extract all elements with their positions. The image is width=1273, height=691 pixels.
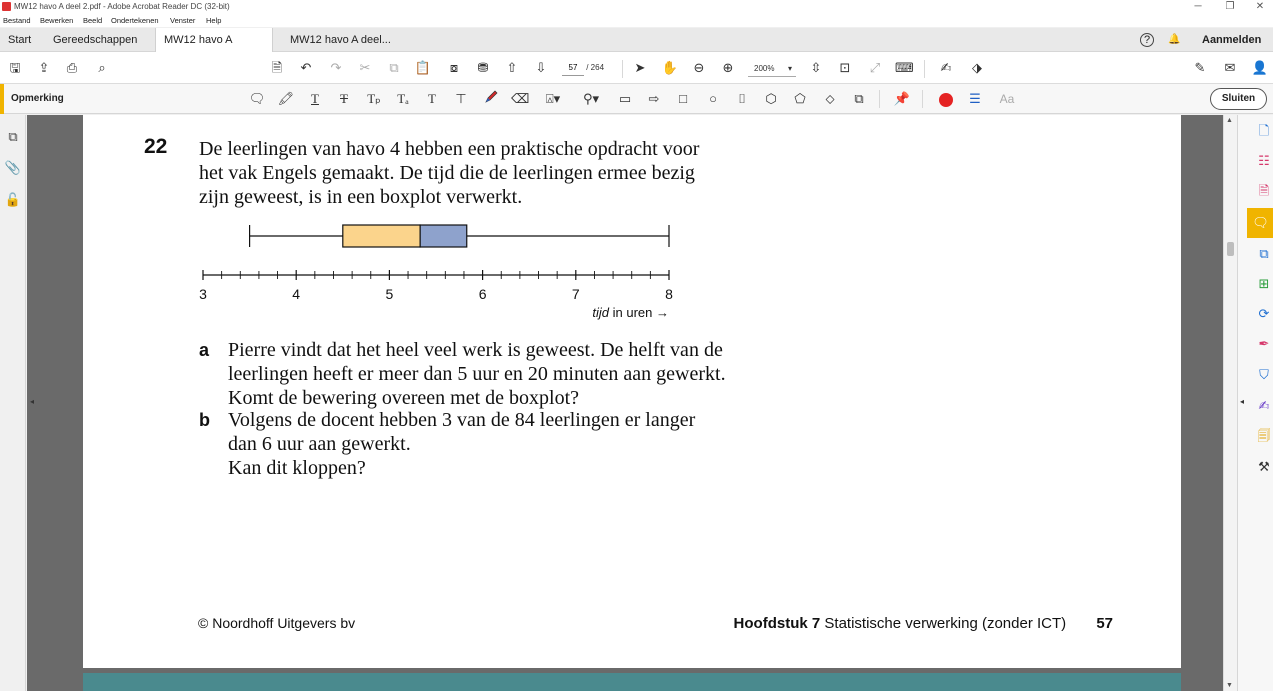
fill-sign-icon[interactable]: ✎ bbox=[1194, 60, 1206, 75]
menu-help[interactable]: Help bbox=[206, 16, 222, 25]
commentbar-separator bbox=[922, 90, 923, 108]
main-toolbar bbox=[0, 52, 1273, 84]
insert-text-icon[interactable]: Tₐ bbox=[397, 91, 409, 106]
acrobat-logo-icon bbox=[2, 2, 11, 11]
sticky-note-icon[interactable]: 🗨 bbox=[248, 91, 266, 106]
fit-page-icon[interactable]: ⇳ bbox=[810, 60, 822, 75]
cut-icon[interactable]: ✂ bbox=[359, 60, 371, 75]
save-icon[interactable]: 🖫 bbox=[9, 60, 21, 75]
add-text-icon[interactable]: T bbox=[428, 91, 436, 106]
next-pdf-page bbox=[83, 673, 1181, 691]
create-pdf-icon[interactable]: 🗋 bbox=[1258, 123, 1270, 138]
zoom-search-icon[interactable]: ⌕ bbox=[98, 60, 106, 75]
paste-icon[interactable]: 📋 bbox=[414, 60, 432, 75]
chevron-down-icon: ▾ bbox=[787, 64, 792, 73]
replace-text-icon[interactable]: Tₚ bbox=[367, 91, 381, 106]
arrow-tool-icon[interactable]: ⇨ bbox=[648, 91, 660, 106]
sub-question-a-line: Pierre vindt dat het heel veel werk is geweest. De helft van de bbox=[228, 339, 723, 361]
x-axis-tick-label: 4 bbox=[292, 286, 301, 302]
page-total: / 264 bbox=[586, 63, 605, 72]
text-box-icon[interactable]: ⊤ bbox=[455, 91, 467, 106]
x-axis-tick-label: 6 bbox=[478, 286, 487, 302]
comment-accent-bar bbox=[0, 84, 4, 114]
question-number: 22 bbox=[144, 135, 168, 158]
collapse-right-pane-icon[interactable]: ◂ bbox=[1240, 397, 1245, 406]
attach-file-icon[interactable]: ⚲▾ bbox=[582, 91, 600, 106]
document-settings-icon[interactable]: 🗎 bbox=[271, 60, 283, 75]
sub-question-b-line: Volgens de docent hebben 3 van de 84 leerlingen er langer bbox=[228, 409, 696, 431]
scroll-down-icon[interactable]: ▼ bbox=[1226, 682, 1233, 689]
close-comment-button[interactable]: Sluiten bbox=[1210, 88, 1267, 110]
fit-width-icon[interactable]: ⊡ bbox=[839, 60, 851, 75]
chapter-number: Hoofdstuk 7 bbox=[733, 615, 821, 632]
tab-document-2[interactable]: MW12 havo A deel... bbox=[290, 34, 391, 46]
sign-icon[interactable]: ✍ bbox=[940, 60, 952, 75]
title-bar bbox=[0, 0, 1273, 14]
sub-question-a-letter: a bbox=[199, 340, 210, 360]
tab-start[interactable]: Start bbox=[8, 34, 32, 46]
redo-icon[interactable]: ↷ bbox=[330, 60, 342, 75]
comment-toolbar-label: Opmerking bbox=[11, 93, 64, 104]
right-tools-rail bbox=[1237, 115, 1273, 691]
menu-bestand[interactable]: Bestand bbox=[3, 16, 31, 25]
chapter-footer bbox=[734, 615, 1113, 632]
tab-document-active[interactable] bbox=[155, 28, 273, 52]
tab-bar bbox=[0, 28, 1273, 52]
publisher-footer: © Noordhoff Uitgevers bv bbox=[198, 615, 356, 631]
boxplot-lower-box bbox=[343, 225, 420, 247]
print-icon[interactable]: ⎙ bbox=[66, 60, 78, 75]
page-navigator bbox=[562, 60, 604, 76]
polyline-tool-icon[interactable]: ⬦ bbox=[825, 91, 835, 106]
x-axis-label-rest: in uren → bbox=[609, 305, 669, 320]
highlight-icon[interactable]: 🖍 bbox=[277, 91, 295, 106]
x-axis-tick-label: 8 bbox=[665, 286, 673, 302]
boxplot-chart bbox=[193, 215, 753, 335]
tag-icon[interactable]: ⬗ bbox=[972, 60, 982, 75]
copy-icon[interactable]: ⧉ bbox=[389, 60, 399, 75]
send-for-review-icon[interactable]: 🗐 bbox=[1257, 428, 1271, 443]
toolbar-separator bbox=[924, 60, 925, 78]
underline-text-icon[interactable]: T bbox=[311, 91, 319, 106]
share-user-icon[interactable]: 👤 bbox=[1251, 60, 1269, 75]
rectangle-tool-icon[interactable]: □ bbox=[679, 91, 687, 106]
close-button[interactable]: ✕ bbox=[1255, 1, 1265, 12]
tab-tools[interactable]: Gereedschappen bbox=[53, 34, 138, 46]
keyboard-icon[interactable]: ⌨ bbox=[895, 60, 914, 75]
callout-tool-icon[interactable]: ⌷ bbox=[738, 91, 746, 106]
x-axis-tick-label: 3 bbox=[199, 286, 207, 302]
fill-sign-pen-icon[interactable]: ✒ bbox=[1258, 336, 1270, 351]
select-cursor-icon[interactable]: ➤ bbox=[634, 60, 646, 75]
stamp-tools-icon[interactable]: ⛃ bbox=[477, 60, 489, 75]
snapshot-icon[interactable]: ⧇ bbox=[449, 60, 459, 75]
page-number-input[interactable] bbox=[562, 60, 584, 76]
line-thickness-icon[interactable]: ☰ bbox=[969, 91, 981, 106]
line-tool-icon[interactable]: ▭ bbox=[618, 91, 632, 106]
menu-ondertekenen[interactable]: Ondertekenen bbox=[111, 16, 159, 25]
sub-question-b-letter: b bbox=[199, 410, 210, 430]
document-viewport[interactable] bbox=[27, 115, 1223, 691]
toolbar-separator bbox=[622, 60, 623, 78]
zoom-value: 200% bbox=[754, 64, 775, 73]
undo-icon[interactable]: ↶ bbox=[300, 60, 312, 75]
x-axis-label bbox=[592, 305, 669, 320]
zoom-in-icon[interactable]: ⊕ bbox=[722, 60, 734, 75]
menu-bar bbox=[0, 14, 1273, 27]
comment-toolbar bbox=[0, 84, 1273, 114]
notifications-bell-icon[interactable]: 🔔 bbox=[1168, 34, 1181, 45]
fullscreen-icon[interactable]: ⤢ bbox=[869, 60, 881, 75]
combine-files-icon[interactable]: ⧉ bbox=[1259, 246, 1269, 261]
commentbar-separator bbox=[879, 90, 880, 108]
pdf-page bbox=[83, 115, 1181, 668]
sub-question-b-line: Kan dit kloppen? bbox=[228, 457, 366, 479]
color-picker-icon[interactable] bbox=[937, 90, 955, 108]
vertical-scrollbar[interactable] bbox=[1223, 115, 1237, 691]
draw-pencil-icon[interactable] bbox=[482, 90, 500, 108]
boxplot-upper-box bbox=[420, 225, 467, 247]
pin-icon[interactable]: 📌 bbox=[893, 91, 911, 106]
organize-pages-icon[interactable]: ☷ bbox=[1258, 153, 1270, 168]
question-text bbox=[199, 137, 819, 209]
left-navigation-rail bbox=[0, 115, 26, 691]
mail-icon[interactable]: ✉ bbox=[1224, 60, 1236, 75]
scroll-up-icon[interactable]: ▲ bbox=[1226, 117, 1233, 124]
cloud-tool-icon[interactable]: ⬠ bbox=[794, 91, 806, 106]
tab-document-active-label: MW12 havo A bbox=[164, 34, 232, 46]
x-axis-tick-label: 5 bbox=[385, 286, 394, 302]
chapter-title: Statistische verwerking (zonder ICT) bbox=[824, 615, 1067, 632]
edit-pdf-icon[interactable]: ⊞ bbox=[1258, 276, 1270, 291]
page-down-icon[interactable]: ⇩ bbox=[535, 60, 547, 75]
question-line: De leerlingen van havo 4 hebben een praktische opdracht voor bbox=[199, 138, 700, 160]
text-font-icon[interactable]: Aa bbox=[999, 92, 1015, 106]
request-signature-icon[interactable]: ✍ bbox=[1258, 398, 1270, 413]
strikethrough-text-icon[interactable]: T bbox=[340, 91, 348, 106]
stamp-icon[interactable]: ⍓▾ bbox=[545, 91, 561, 106]
collapse-left-pane-icon[interactable]: ◂ bbox=[30, 397, 35, 406]
more-tools-icon[interactable]: ⚒ bbox=[1258, 459, 1270, 474]
cloud-upload-icon[interactable]: ⇪ bbox=[38, 60, 50, 75]
expand-comments-icon[interactable]: ⧉ bbox=[854, 91, 864, 106]
comment-tool-icon[interactable]: 🗨 bbox=[1247, 208, 1273, 238]
protect-shield-icon[interactable]: ⛉ bbox=[1259, 367, 1269, 382]
help-icon[interactable]: ? bbox=[1140, 33, 1154, 47]
sub-question-a-line: Komt de bewering overeen met de boxplot? bbox=[228, 387, 579, 409]
hand-tool-icon[interactable]: ✋ bbox=[661, 60, 679, 75]
scrollbar-thumb[interactable] bbox=[1227, 242, 1234, 256]
scan-icon[interactable]: ⟳ bbox=[1258, 306, 1270, 321]
x-axis-tick-label: 7 bbox=[571, 286, 580, 302]
page-number: 57 bbox=[1096, 615, 1113, 632]
x-axis-label-italic: tijd bbox=[592, 305, 610, 320]
menu-beeld[interactable]: Beeld bbox=[83, 16, 103, 25]
zoom-dropdown[interactable] bbox=[748, 60, 796, 77]
oval-tool-icon[interactable]: ○ bbox=[709, 91, 717, 106]
question-line: het vak Engels gemaakt. De tijd die de leerlingen ermee bezig bbox=[199, 162, 695, 184]
security-lock-icon[interactable]: 🔓 bbox=[4, 192, 22, 207]
export-pdf-icon[interactable]: 🗎 bbox=[1258, 183, 1270, 198]
page-up-icon[interactable]: ⇧ bbox=[506, 60, 518, 75]
sub-question-b-line: dan 6 uur aan gewerkt. bbox=[228, 433, 411, 455]
menu-bewerken[interactable]: Bewerken bbox=[40, 16, 74, 25]
signin-link[interactable]: Aanmelden bbox=[1202, 34, 1262, 46]
eraser-icon[interactable]: ⌫ bbox=[511, 91, 530, 106]
page-thumbnails-icon[interactable]: ⧉ bbox=[8, 129, 18, 144]
restore-button[interactable]: ❐ bbox=[1225, 1, 1235, 12]
minimize-button[interactable]: ─ bbox=[1194, 1, 1202, 12]
window-title: MW12 havo A deel 2.pdf - Adobe Acrobat Reader DC (32-bit) bbox=[14, 2, 230, 11]
question-line: zijn geweest, is in een boxplot verwerkt. bbox=[199, 186, 523, 208]
attachments-paperclip-icon[interactable]: 📎 bbox=[4, 160, 22, 175]
sub-question-a-line: leerlingen heeft er meer dan 5 uur en 20 minuten aan gewerkt. bbox=[228, 363, 726, 385]
zoom-out-icon[interactable]: ⊖ bbox=[693, 60, 705, 75]
menu-venster[interactable]: Venster bbox=[170, 16, 196, 25]
polygon-tool-icon[interactable]: ⬡ bbox=[765, 91, 777, 106]
